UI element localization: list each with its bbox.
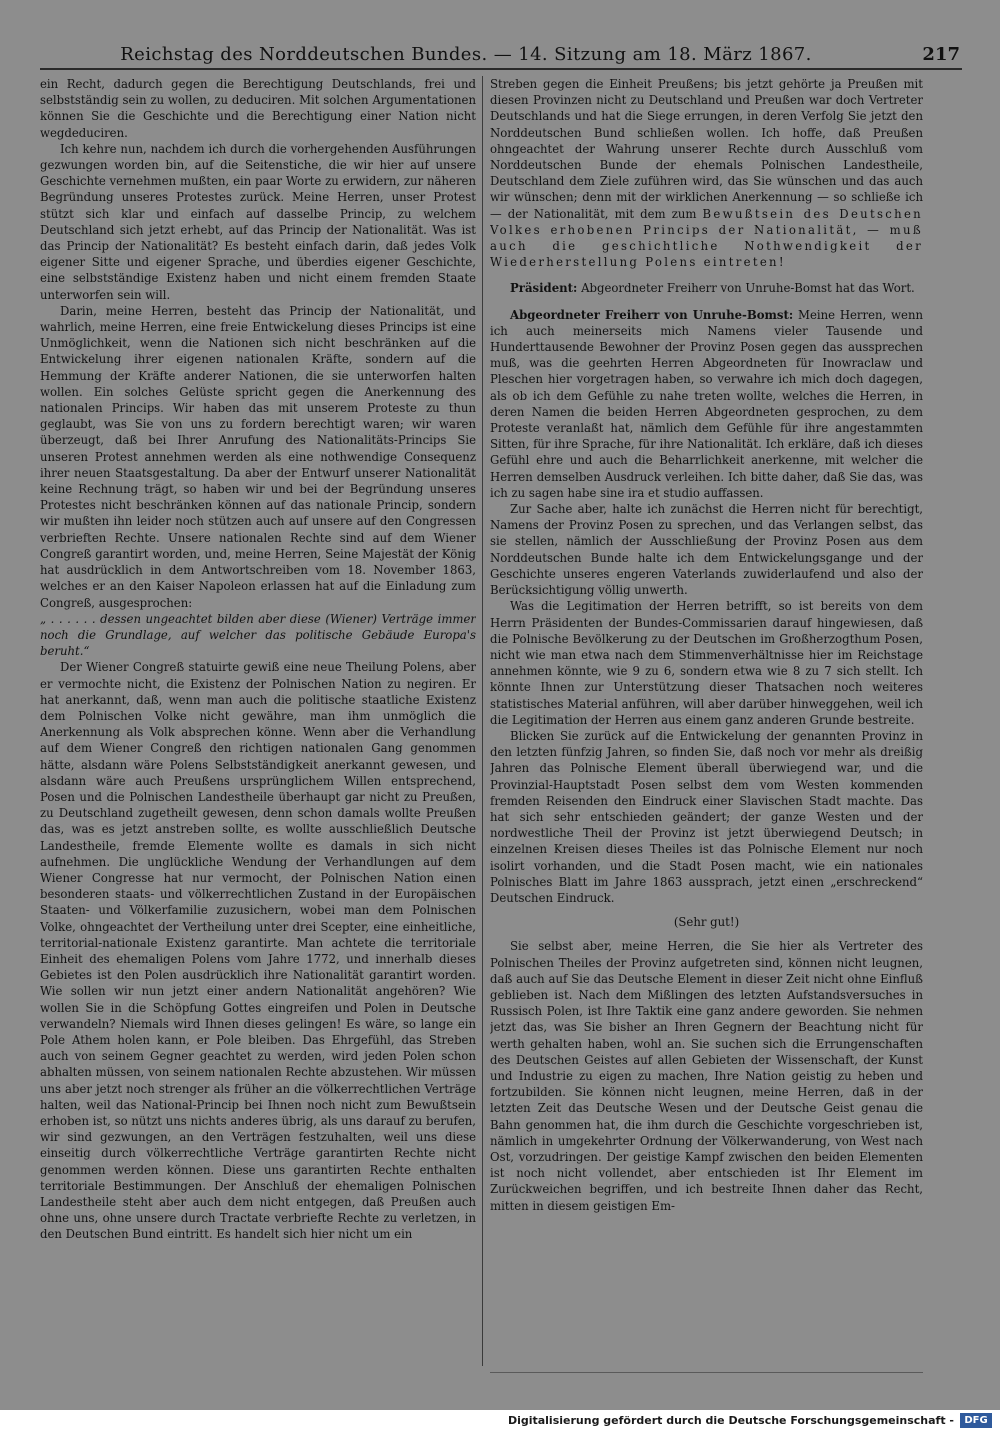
left-column xyxy=(40,76,476,1366)
bottom-rule xyxy=(490,1372,923,1373)
block-quote: „ . . . . . . dessen ungeachtet bilden aber diese (Wiener) Verträge immer noch die Grundlage, auf welcher das politische Gebäude Europa's beruht.“ xyxy=(40,611,476,659)
applause-note: (Sehr gut!) xyxy=(673,915,740,930)
paragraph: Der Wiener Congreß statuirte gewiß eine neue Theilung Polens, aber er vermochte nicht, die Existenz der Polnischen Nation zu negiren. Er hat anerkannt, daß, wenn man auch die politische staatliche Existenz dem Polnischen Volke nicht gewähre, man ihm unmöglich die Anerkennung als Volk absprechen könne. Wenn aber die Verhandlung auf dem Wiener Congreß den richtigen nationalen Gang genommen hätte, alsdann wäre Polens Selbstständigkeit anerkannt gewesen, und alsdann wäre auch Preußens ursprünglichem Willen entsprechend, Posen und die Polnischen Landestheile überhaupt gar nicht zu Preußen, zu Deutschland zugetheilt gewesen, denn schon damals wollte Preußen das, was es jetzt anstreben sollte, es wollte ausschließlich Deutsche Landestheile, fremde Elemente wollte es damals in sich nicht aufnehmen. Die unglückliche Wendung der Verhandlungen auf dem Wiener Congresse hat nur vermocht, der Polnischen Nation einen besonderen staats- und völkerrechtlichen Zustand in der Europäischen Staaten- und Völkerfamilie zuzusichern, wobei man dem Polnischen Volke, ohngeachtet der Vertheilung unter drei Scepter, eine einheitliche, territorial-nationale Existenz garantirte. Man achtete die territoriale Einheit des ehemaligen Polens vom Jahre 1772, und innerhalb dieses Gebietes ist den Polen ausdrücklich ihre Nationalität garantirt worden. Wie sollen wir nun jetzt einer andern Nationalität angehören? Wie wollen Sie in die Schöpfung Gottes eingreifen und Polen in Deutsche verwandeln? Niemals wird Ihnen dieses gelingen! Es wäre, so lange ein Pole Athem holen kann, er Pole bleiben. Das Ehrgefühl, das Streben auch von seinem Gegner geachtet zu werden, wird jeden Polen schon abhalten müssen, von seinem nationalen Rechte abzustehen. Wir müssen uns aber jetzt noch strenger als früher an die völkerrechtlichen Verträge halten, weil das National-Princip bei Ihnen noch nicht zum Bewußtsein erhoben ist, so nützt uns nichts anderes übrig, als uns darauf zu berufen, wir sind gezwungen, an den Verträgen festzuhalten, weil uns diese einseitig durch völkerrechtliche Verträge garantirten Rechte nicht genommen werden können. Diese uns garantirten Rechte enthalten territoriale Bestimmungen. Der Anschluß der ehemaligen Polnischen Landestheile steht aber auch dem nicht entgegen, daß Preußen auch ohne uns, ohne unsere durch Tractate verbriefte Rechte zu verletzen, in den Deutschen Bund eintritt. Es handelt sich hier nicht um ein xyxy=(40,660,476,1242)
paragraph: Ich kehre nun, nachdem ich durch die vorhergehenden Ausführungen gezwungen worden bin, auf die Seitenstiche, die wir hier auf unsere Geschichte vernehmen mußten, ein paar Worte zu erwidern, zur näheren Begründung unseres Protestes zurück. Meine Herren, unser Protest stützt sich klar und einfach auf dasselbe Princip, zu welchem Deutschland sich jetzt erhebt, auf das Princip der Nationalität. Was ist das Princip der Nationalität? Es besteht einfach darin, daß jedes Volk eigener Sitte und eigener Sprache, und überdies eigener Geschichte, eine selbstständige Existenz haben und nicht einem fremden Staate unterworfen sein will. xyxy=(40,141,476,302)
dfg-logo: DFG xyxy=(960,1413,992,1428)
paragraph: Sie selbst aber, meine Herren, die Sie hier als Vertreter des Polnischen Theiles der Provinz aufgetreten sind, können nicht leugnen, daß auch auf Sie das Deutsche Element in dieser Zeit nicht ohne Einfluß geblieben ist. Nach dem Mißlingen des letzten Aufstandsversuches in Russisch Polen, ist Ihre Taktik eine ganz andere geworden. Sie nehmen jetzt das, was Sie bisher an Ihren Gegnern der Beachtung nicht für werth gehalten haben, wohl an. Sie suchen sich die Errungenschaften des Deutschen Geistes auf allen Gebieten der Wissenschaft, der Kunst und Industrie zu eigen zu machen, Ihre Nation geistig zu heben und fortzubilden. Sie können nicht leugnen, meine Herren, daß in der letzten Zeit das Deutsche Wesen und der Deutsche Geist genau die Bahn genommen hat, die ihm durch die Geschichte vorgeschrieben ist, nämlich in umgekehrter Ordnung der Völkerwanderung, von West nach Ost, vorzudringen. Der geistige Kampf zwischen den beiden Elementen ist noch nicht vollendet, aber entschieden ist Ihr Element im Zurückweichen begriffen, und ich bestreite Ihnen daher das Recht, mitten in diesem geistigen Em- xyxy=(490,939,923,1213)
speaker-label: Präsident: xyxy=(510,281,578,296)
footer-bar xyxy=(0,1410,1000,1432)
right-column xyxy=(490,76,923,1366)
page-number: 217 xyxy=(922,44,960,65)
speech-paragraph xyxy=(490,307,923,501)
spaced-emphasis-text: Bewußtsein des Deutschen Volkes erhobenen Princips der Nationalität, — muß auch die geschichtliche Nothwendigkeit der Wiederherstellung Polens eintreten! xyxy=(490,206,923,270)
column-divider xyxy=(482,76,483,1366)
paragraph-text: Streben gegen die Einheit Preußens; bis jetzt gehörte ja Preußen mit diesen Provinzen nicht zu Deutschland und Preußen war doch Vertreter Deutschlands und hat die Siege errungen, in deren Verfolg Sie jetzt den Norddeutschen Bund schließen wollen. Ich hoffe, daß Preußen ohngeachtet der Wahrung unserer Rechte durch Ausschluß vom Norddeutschen Bunde der ehemals Polnischen Landestheile, Deutschland dem Ziele zuführen wird, das Sie wünschen und das auch wir wünschen; denn mit der wirklichen Anerkennung — so schließe ich — der Nationalität, mit dem zum xyxy=(490,77,923,221)
paragraph: Was die Legitimation der Herren betrifft, so ist bereits von dem Herrn Präsidenten der Bundes-Commissarien darauf hingewiesen, daß die Polnische Bevölkerung zu der Deutschen im Großherzogthum Posen, nicht wie man etwa nach dem Stimmenverhältnisse hier im Reichstage annehmen könnte, wie 9 zu 6, sondern etwa wie 8 zu 7 sich stellt. Ich könnte Ihnen zur Unterstützung dieser Thatsachen noch weiteres statistisches Material anführen, will aber darüber hinweggehen, weil ich die Legitimation der Herren aus einem ganz anderen Grunde bestreite. xyxy=(490,599,923,727)
funding-notice: Digitalisierung gefördert durch die Deutsche Forschungsgemeinschaft - xyxy=(507,1414,954,1427)
president-remark xyxy=(490,280,923,296)
speaker-label: Abgeordneter Freiherr von Unruhe-Bomst: xyxy=(510,307,794,322)
paragraph: Darin, meine Herren, besteht das Princip der Nationalität, und wahrlich, meine Herren, eine freie Entwickelung dieses Princips ist eine Unmöglichkeit, wenn die Nationen sich nicht beschränken auf die Entwickelung ihrer eigenen nationalen Kräfte, sondern auf die Hemmung der Kräfte anderer Nationen, die sie unterworfen halten wollen. Ein solches Gelüste spricht gegen die Anerkennung des nationalen Princips. Wir haben das mit unserem Proteste zu thun geglaubt, was Sie von uns zu fordern berechtigt waren; wir waren überzeugt, daß bei Ihrer Anrufung des Nationalitäts-Princips Sie unseren Protest annehmen werden als eine nothwendige Consequenz ihrer neuen Staatsgestaltung. Da aber der Entwurf unserer Nationalität keine Rechnung trägt, so haben wir und bei der Begründung unseres Protestes nicht beschränken können auf das nationale Princip, sondern wir mußten ihn leider noch stützen auch auf unsere auf den Congressen verbrieften Rechte. Unsere nationalen Rechte sind auf dem Wiener Congreß garantirt worden, und, meine Herren, Seine Majestät der König hat ausdrücklich in dem Antwortschreiben vom 18. November 1863, welches er an den Kaiser Napoleon erlassen hat auf die Einladung zum Congreß, ausgesprochen: xyxy=(40,303,476,610)
paragraph: Blicken Sie zurück auf die Entwickelung der genannten Provinz in den letzten fünfzig Jahren, so finden Sie, daß noch vor mehr als dreißig Jahren das Polnische Element überall überwiegend war, und die Provinzial-Hauptstadt Posen selbst dem vom Westen kommenden fremden Reisenden den Eindruck einer Slavischen Stadt machte. Das hat sich sehr entschieden geändert; der ganze Westen und der nordwestliche Theil der Provinz ist jetzt überwiegend Deutsch; in einzelnen Kreisen dieses Theiles ist das Polnische Element nur noch isolirt vorhanden, und die Stadt Posen macht, wie ein nationales Polnisches Blatt im Jahre 1863 aussprach, jetzt einen „erschreckend“ Deutschen Eindruck. xyxy=(490,728,923,905)
running-title: Reichstag des Norddeutschen Bundes. — 14. Sitzung am 18. März 1867. xyxy=(120,44,812,65)
speech-text: Meine Herren, wenn ich auch meinerseits mich Namens vieler Tausende und Hunderttausende Bewohner der Provinz Posen gegen das aussprechen muß, was die geehrten Herren Abgeordneten für Inowraclaw und Pleschen hier vorgetragen haben, so verwahre ich mich doch dagegen, als ob ich dem Gefühle zu nahe treten wollte, welches die Herren, in deren Namen die beiden Herren Abgeordneten gesprochen, zu dem Proteste veranlaßt hat, nämlich dem Gefühle für ihre angestammten Sitten, für ihre Sprache, für ihre Nationalität. Ich erkläre, daß ich dieses Gefühl ehre und auch die Beharrlichkeit anerkenne, mit welcher die Herren demselben Ausdruck verleihen. Ich bitte daher, daß Sie das, was ich zu sagen habe sine ira et studio auffassen. xyxy=(490,307,923,500)
paragraph xyxy=(490,76,923,270)
paragraph: Zur Sache aber, halte ich zunächst die Herren nicht für berechtigt, Namens der Provinz Posen zu sprechen, und das Verlangen selbst, das sie stellen, nämlich der Ausschließung der Provinz Posen aus dem Norddeutschen Bunde halte ich dem Entwickelungsgange und der Geschichte unseres engeren Vaterlands zuwiderlaufend und also der Berücksichtigung völlig unwerth. xyxy=(490,502,923,598)
page-header xyxy=(40,44,962,70)
paragraph: ein Recht, dadurch gegen die Berechtigung Deutschlands, frei und selbstständig sein zu wollen, zu deduciren. Mit solchen Argumentationen können Sie die Geschichte und die Berechtigung einer Nation nicht wegdeduciren. xyxy=(40,77,476,140)
president-text: Abgeordneter Freiherr von Unruhe-Bomst hat das Wort. xyxy=(581,281,915,296)
